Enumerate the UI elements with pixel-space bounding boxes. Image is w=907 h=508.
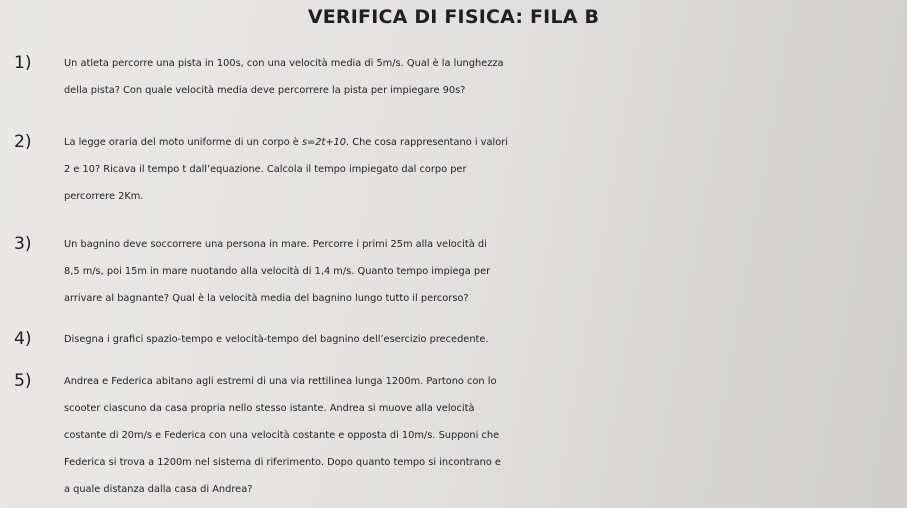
question-line: percorrere 2Km. (64, 191, 144, 202)
question-text (64, 231, 899, 312)
page-title: VERIFICA DI FISICA: FILA B (307, 6, 600, 28)
question-line: Un atleta percorre una pista in 100s, con una velocità media di 5m/s. Qual è la lunghezza (64, 58, 504, 69)
question-line: della pista? Con quale velocità media deve percorrere la pista per impiegare 90s? (64, 85, 466, 96)
question-line: costante di 20m/s e Federica con una velocità costante e opposta di 10m/s. Supponi che (64, 430, 500, 441)
question-line: scooter ciascuno da casa propria nello stesso istante. Andrea si muove alla velocità (64, 403, 475, 414)
question-4 (14, 326, 899, 353)
question-5 (14, 368, 899, 503)
question-text (64, 326, 899, 353)
question-2 (14, 129, 899, 210)
question-number: 1) (14, 53, 32, 73)
question-line: Disegna i grafici spazio-tempo e velocità-tempo del bagnino dell’esercizio precedente. (64, 334, 489, 345)
question-number: 5) (14, 371, 32, 391)
question-line: 2 e 10? Ricava il tempo t dall’equazione. Calcola il tempo impiegato dal corpo per (64, 164, 467, 175)
motion-law-formula: s=2t+10 (301, 137, 347, 148)
question-line: arrivare al bagnante? Qual è la velocità media del bagnino lungo tutto il percorso? (64, 293, 469, 304)
question-number: 4) (14, 329, 32, 349)
question-line: Federica si trova a 1200m nel sistema di riferimento. Dopo quanto tempo si incontrano e (64, 457, 501, 468)
question-line (64, 129, 899, 156)
question-number: 2) (14, 132, 32, 152)
question-line: Andrea e Federica abitano agli estremi di una via rettilinea lunga 1200m. Partono con lo (64, 376, 497, 387)
question-line: a quale distanza dalla casa di Andrea? (64, 484, 253, 495)
question-line-start: La legge oraria del moto uniforme di un corpo è (64, 137, 302, 148)
question-text (64, 368, 899, 503)
question-line: Un bagnino deve soccorrere una persona in mare. Percorre i primi 25m alla velocità di (64, 239, 487, 250)
question-line: 8,5 m/s, poi 15m in mare nuotando alla velocità di 1,4 m/s. Quanto tempo impiega per (64, 266, 491, 277)
question-3 (14, 231, 899, 312)
question-1 (14, 50, 899, 104)
question-text (64, 129, 899, 210)
question-number: 3) (14, 234, 32, 254)
question-text (64, 50, 899, 104)
question-line-end: . Che cosa rappresentano i valori (346, 137, 508, 148)
